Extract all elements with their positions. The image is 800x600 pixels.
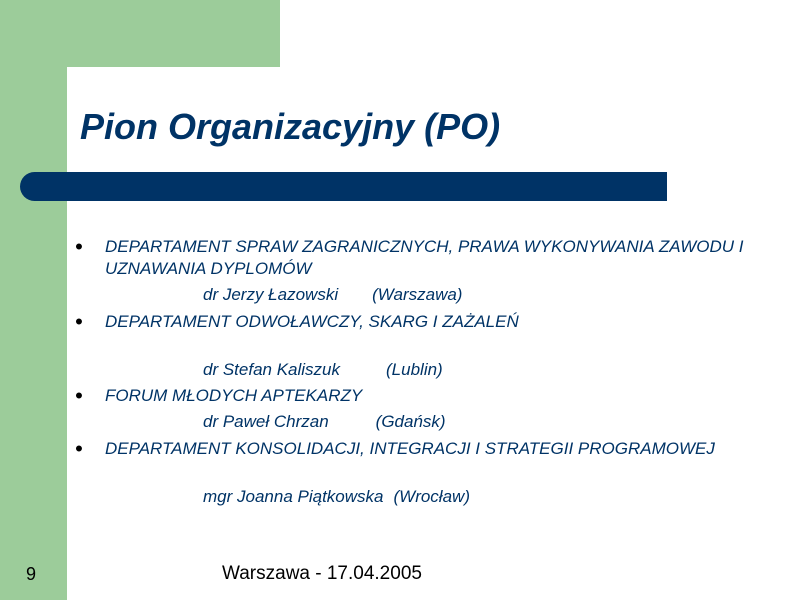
department-item-2: DEPARTAMENT ODWOŁAWCZY, SKARG I ZAŻALEŃ xyxy=(105,312,519,331)
person-city: (Warszawa) xyxy=(372,285,463,304)
person-name: mgr Joanna Piątkowska xyxy=(203,487,384,506)
slide-title: Pion Organizacyjny (PO) xyxy=(80,106,501,147)
person-city: (Gdańsk) xyxy=(375,412,446,431)
slide-number: 9 xyxy=(26,564,37,584)
person-city: (Wrocław) xyxy=(393,487,470,506)
bullet-icon: • xyxy=(75,234,83,259)
department-head-4 xyxy=(203,486,470,508)
bullet-icon: • xyxy=(75,383,83,408)
department-head-2 xyxy=(203,359,443,381)
person-name: dr Paweł Chrzan xyxy=(203,412,329,431)
department-item-4: DEPARTAMENT KONSOLIDACJI, INTEGRACJI I STRATEGII PROGRAMOWEJ xyxy=(105,439,715,458)
person-name: dr Stefan Kaliszuk xyxy=(203,360,341,379)
person-name: dr Jerzy Łazowski xyxy=(203,285,339,304)
bullet-icon: • xyxy=(75,436,83,461)
department-head-1 xyxy=(203,284,462,306)
person-city: (Lublin) xyxy=(386,360,443,379)
department-item-3: FORUM MŁODYCH APTEKARZY xyxy=(105,386,363,405)
department-item-1: DEPARTAMENT SPRAW ZAGRANICZNYCH, PRAWA WYKONYWANIA ZAWODU I UZNAWANIA DYPLOMÓW xyxy=(105,237,744,278)
slide-footer: Warszawa - 17.04.2005 xyxy=(222,563,422,584)
bullet-icon: • xyxy=(75,309,83,334)
department-head-3 xyxy=(203,411,446,433)
